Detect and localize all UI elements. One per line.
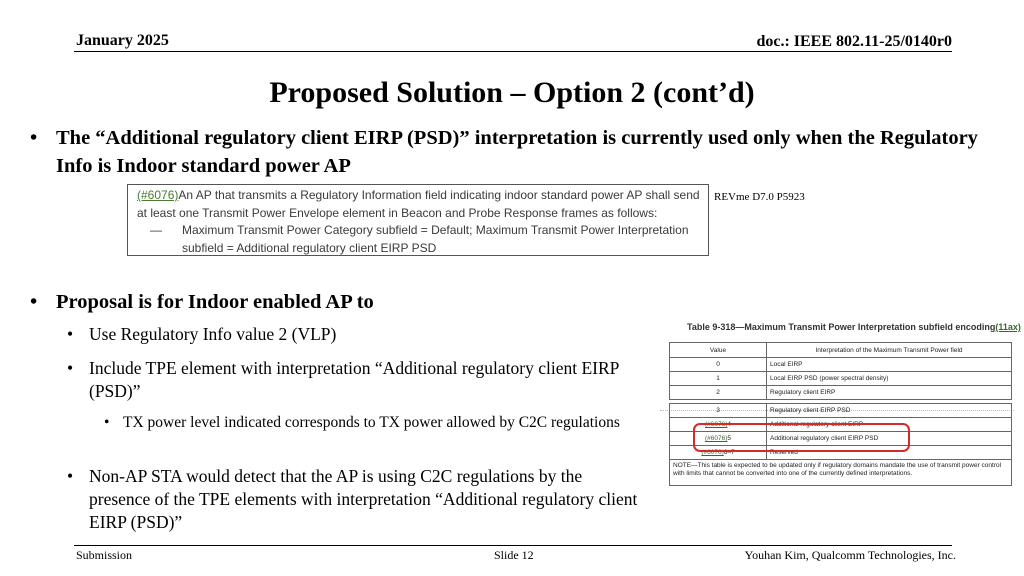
- footer-divider: [74, 545, 952, 546]
- encoding-table-figure: [660, 320, 1021, 494]
- spec-quote-subitem-text: Maximum Transmit Power Category subfield = Default; Maximum Transmit Power Interpretation subfield = Additional regulatory client EIRP PSD: [182, 223, 689, 255]
- header-date: January 2025: [76, 32, 169, 49]
- table-cell-text: Additional regulatory client EIRP PSD: [767, 432, 1012, 446]
- bullet-1-text: The “Additional regulatory client EIRP (PSD)” interpretation is currently used only when the Regulatory Info is Indoor standard power AP: [56, 127, 978, 177]
- table-cell-text: Local EIRP: [767, 358, 1012, 372]
- bullet-2-text: Proposal is for Indoor enabled AP to: [56, 291, 374, 313]
- bullet-2-subitem-1-text: TX power level indicated corresponds to TX power allowed by C2C regulations: [123, 414, 620, 431]
- bullet-dot: •: [104, 414, 110, 431]
- spec-reference: REVme D7.0 P5923: [714, 191, 805, 203]
- bullet-dot: •: [67, 358, 74, 378]
- bullet-2-item-2-text: Include TPE element with interpretation “Additional regulatory client EIRP (PSD)”: [89, 358, 619, 401]
- table-row: [670, 358, 1012, 372]
- footer-slide-number: Slide 12: [494, 548, 534, 562]
- table-cell-text: Reserved: [767, 446, 1012, 460]
- spec-quote-line-1: [137, 187, 702, 222]
- table-cell-text: Additional regulatory client EIRP: [767, 418, 1012, 432]
- spec-quote-tag: (#6076): [137, 188, 179, 202]
- bullet-dot: •: [67, 324, 74, 344]
- table-row: [670, 404, 1012, 418]
- bullet-2-item-1: [67, 323, 647, 346]
- table-cell-text: Regulatory client EIRP: [767, 386, 1012, 400]
- bullet-dot: •: [67, 466, 74, 486]
- table-cell-text: Local EIRP PSD (power spectral density): [767, 372, 1012, 386]
- bullet-dot: •: [30, 127, 38, 149]
- table-cell-value: 3: [670, 404, 767, 418]
- header-divider: [74, 51, 952, 52]
- bullet-1: [30, 124, 990, 180]
- spec-quote-box: [127, 184, 709, 256]
- table-cell-value: 0: [670, 358, 767, 372]
- table-cell-value: 2: [670, 386, 767, 400]
- table-cell-value: (#6076)4: [670, 418, 767, 432]
- encoding-table: [669, 342, 1012, 486]
- bullet-2-item-3: [67, 465, 647, 534]
- table-note: NOTE—This table is expected to be updated only if regulatory domains mandate the use of transmit power control with limits that cannot be converted into one of the currently defined interpretations.: [670, 460, 1012, 486]
- bullet-2-item-2: [67, 357, 642, 403]
- bullet-2-item-1-text: Use Regulatory Info value 2 (VLP): [89, 324, 337, 344]
- encoding-table-title-text: Table 9-318—Maximum Transmit Power Interpretation subfield encoding: [687, 322, 996, 332]
- footer-submission: Submission: [76, 548, 133, 562]
- table-header-row: [670, 343, 1012, 358]
- header-doc-id: doc.: IEEE 802.11-25/0140r0: [756, 33, 952, 50]
- encoding-table-title: [687, 322, 1021, 332]
- spec-quote-text: An AP that transmits a Regulatory Information field indicating indoor standard power AP shall send at least one Transmit Power Envelope element in Beacon and Probe Response frames as follows:: [137, 188, 700, 220]
- slide-title: Proposed Solution – Option 2 (cont’d): [269, 76, 755, 109]
- table-note-row: [670, 460, 1012, 486]
- table-row: [670, 386, 1012, 400]
- table-cell-value: 1: [670, 372, 767, 386]
- bullet-dot: •: [30, 291, 38, 313]
- table-header-value: Value: [670, 343, 767, 358]
- footer-author: Youhan Kim, Qualcomm Technologies, Inc.: [744, 548, 956, 562]
- highlight-outline: [693, 423, 910, 452]
- table-cell-text: Regulatory client EIRP PSD: [767, 404, 1012, 418]
- table-cell-value: (#6076)5: [670, 432, 767, 446]
- encoding-table-title-tag: (11ax): [995, 322, 1021, 332]
- table-row: [670, 372, 1012, 386]
- table-cell-value: (#6076)6–7: [670, 446, 767, 460]
- bullet-2: [30, 288, 650, 316]
- bullet-2-item-3-text: Non-AP STA would detect that the AP is using C2C regulations by the presence of the TPE elements with interpretation “Additional regulatory client EIRP (PSD)”: [89, 466, 638, 532]
- spec-quote-subitem: [137, 222, 702, 257]
- table-header-interpretation: Interpretation of the Maximum Transmit Power field: [767, 343, 1012, 358]
- bullet-2-subitem-1: [104, 412, 624, 433]
- spec-quote-dash: —: [150, 223, 162, 237]
